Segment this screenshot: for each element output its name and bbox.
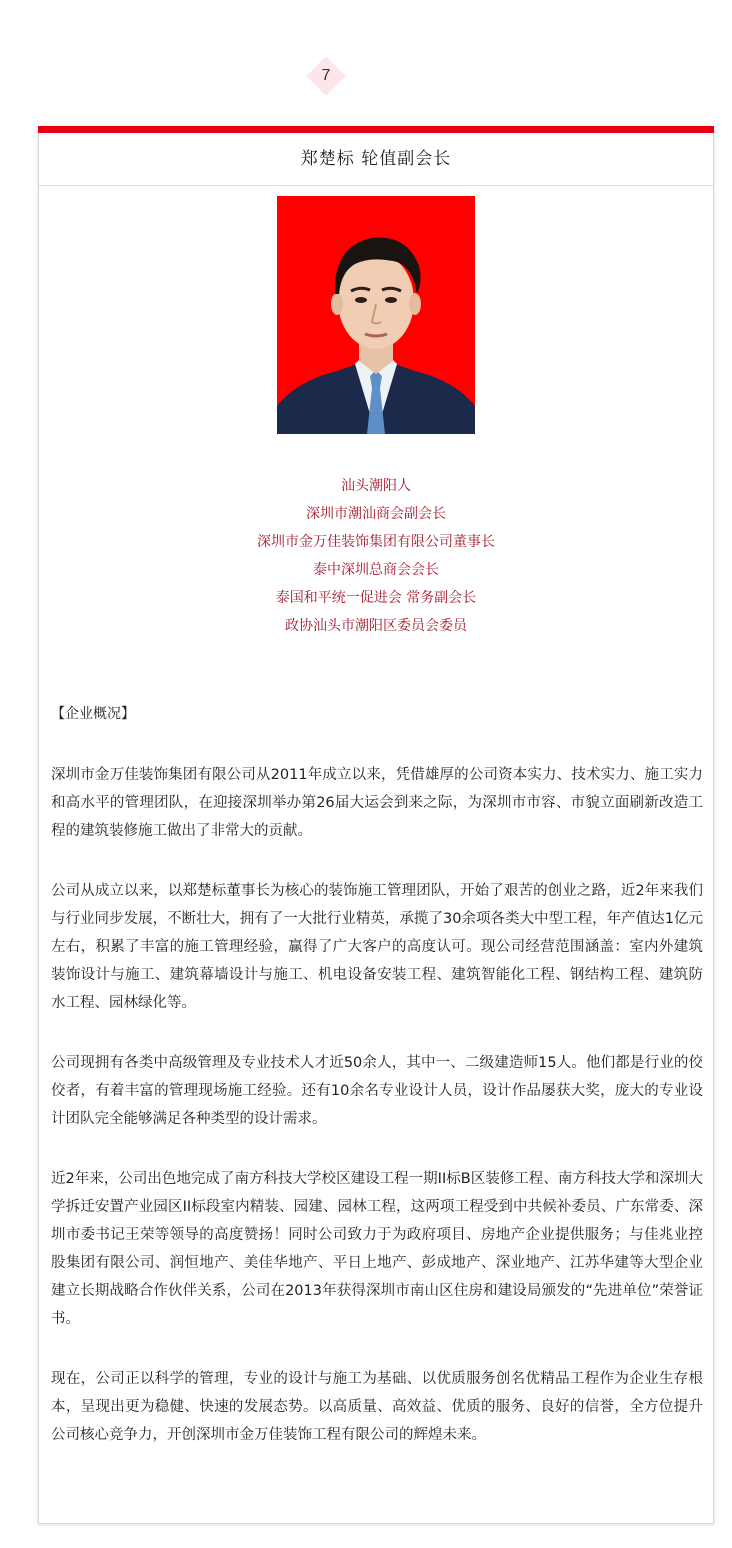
- profile-card: [38, 126, 714, 1524]
- title-line: 深圳市潮汕商会副会长: [306, 506, 446, 522]
- number-badge: [306, 56, 346, 96]
- card-title: 郑楚标 轮值副会长: [39, 133, 713, 186]
- titles-list: [39, 472, 713, 640]
- title-line: 泰中深圳总商会会长: [313, 562, 439, 578]
- portrait-photo: [277, 196, 475, 434]
- paragraph-team: 公司现拥有各类中高级管理及专业技术人才近50余人，其中一、二级建造师15人。他们都是行业的佼佼者，有着丰富的管理现场施工经验。还有10余名专业设计人员，设计作品屡获大奖，庞大的专业设计团队完全能够满足各种类型的设计需求。: [51, 1055, 703, 1127]
- person-illustration: [277, 196, 475, 434]
- title-line: 政协汕头市潮阳区委员会委员: [285, 618, 467, 634]
- paragraph-future: 现在，公司正以科学的管理，专业的设计与施工为基础、以优质服务创名优精品工程作为企业生存根本，呈现出更为稳健、快速的发展态势。以高质量、高效益、优质的服务、良好的信誉，全方位提升公司核心竞争力，开创深圳市金万佳装饰工程有限公司的辉煌未来。: [51, 1371, 703, 1443]
- paragraph-projects: 近2年来，公司出色地完成了南方科技大学校区建设工程一期II标B区装修工程、南方科技大学和深圳大学拆迁安置产业园区II标段室内精装、园建、园林工程，这两项工程受到中共候补委员、广东常委、深圳市委书记王荣等领导的高度赞扬！同时公司致力于为政府项目、房地产企业提供服务；与佳兆业控股集团有限公司、润恒地产、美佳华地产、平日上地产、彭成地产、深业地产、江苏华建等大型企业建立长期战略合作伙伴关系，公司在2013年获得深圳市南山区住房和建设局颁发的“先进单位”荣誉证书。: [51, 1171, 703, 1327]
- section-heading: 【企业概况】: [51, 706, 135, 722]
- paragraph-history: 公司从成立以来，以郑楚标董事长为核心的装饰施工管理团队，开始了艰苦的创业之路，近2年来我们与行业同步发展，不断壮大，拥有了一大批行业精英，承揽了30余项各类大中型工程，年产值达1亿元左右，积累了丰富的施工管理经验，赢得了广大客户的高度认可。现公司经营范围涵盖：室内外建筑装饰设计与施工、建筑幕墙设计与施工、机电设备安装工程、建筑智能化工程、钢结构工程、建筑防水工程、园林绿化等。: [51, 883, 703, 1011]
- title-line: 泰国和平统一促进会 常务副会长: [275, 590, 477, 606]
- card-accent-bar: [38, 126, 714, 133]
- paragraph-intro: 深圳市金万佳装饰集团有限公司从2011年成立以来，凭借雄厚的公司资本实力、技术实力、施工实力和高水平的管理团队，在迎接深圳举办第26届大运会到来之际，为深圳市市容、市貌立面刷新改造工程的建筑装修施工做出了非常大的贡献。: [51, 767, 703, 839]
- badge-number: 7: [321, 67, 331, 84]
- title-line: 深圳市金万佳装饰集团有限公司董事长: [257, 534, 495, 550]
- title-line: 汕头潮阳人: [341, 478, 411, 494]
